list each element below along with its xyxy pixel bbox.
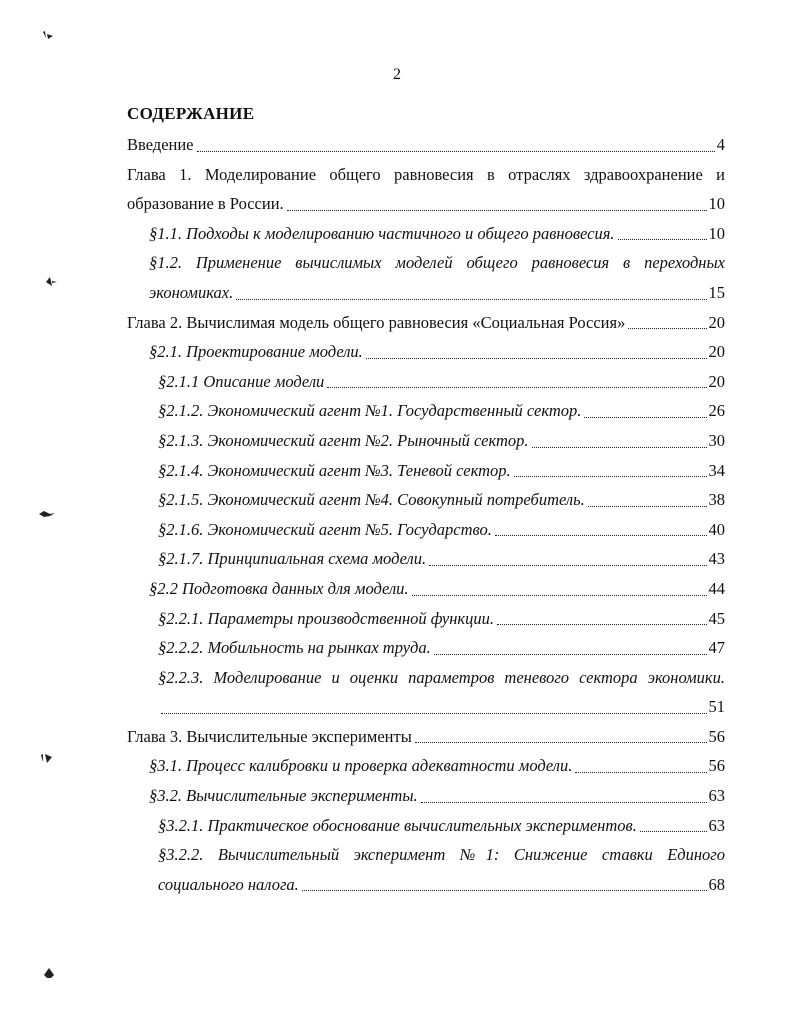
toc-entry-2-2-3-line1: §2.2.3. Моделирование и оценки параметров теневого сектора экономики.	[158, 667, 725, 687]
toc-entry-1-2: экономиках. 15	[127, 278, 725, 308]
leader-dots	[618, 239, 707, 240]
toc-entry-2-2-1: §2.2.1. Параметры производственной функции. 45	[127, 604, 725, 634]
toc-entry-3-2: §3.2. Вычислительные эксперименты. 63	[127, 781, 725, 811]
leader-dots	[287, 210, 707, 211]
toc-entry-chapter-3: Глава 3. Вычислительные эксперименты 56	[127, 722, 725, 752]
toc-entry-3-2-2-line1: §3.2.2. Вычислительный эксперимент №1: Снижение ставки Единого	[158, 845, 725, 865]
scan-mark-icon	[42, 30, 54, 40]
toc-entry-1-1: §1.1. Подходы к моделированию частичного и общего равновесия. 10	[127, 219, 725, 249]
leader-dots	[640, 831, 707, 832]
toc-entry-chapter-1-line1: Глава 1. Моделирование общего равновесия в отраслях здравоохранение и	[127, 164, 725, 184]
leader-dots	[575, 772, 706, 773]
toc-entry-2-1-5: §2.1.5. Экономический агент №4. Совокупный потребитель. 38	[127, 485, 725, 515]
leader-dots	[434, 654, 707, 655]
leader-dots	[495, 535, 707, 536]
leader-dots	[197, 151, 715, 152]
toc-entry-2-2: §2.2 Подготовка данных для модели. 44	[127, 574, 725, 604]
toc-entry-2-1-2: §2.1.2. Экономический агент №1. Государственный сектор. 26	[127, 396, 725, 426]
toc-entry-2-1-4: §2.1.4. Экономический агент №3. Теневой сектор. 34	[127, 456, 725, 486]
leader-dots	[161, 713, 707, 714]
toc-entry-3-2-2: социального налога. 68	[127, 870, 725, 900]
toc-entry-2-1-3: §2.1.3. Экономический агент №2. Рыночный сектор. 30	[127, 426, 725, 456]
toc-title: СОДЕРЖАНИЕ	[127, 104, 255, 123]
table-of-contents	[127, 130, 725, 899]
leader-dots	[588, 506, 707, 507]
leader-dots	[302, 890, 707, 891]
toc-entry-2-1: §2.1. Проектирование модели. 20	[127, 337, 725, 367]
toc-entry-2-2-2: §2.2.2. Мобильность на рынках труда. 47	[127, 633, 725, 663]
leader-dots	[497, 624, 706, 625]
scan-mark-icon	[38, 509, 56, 519]
leader-dots	[366, 358, 707, 359]
leader-dots	[236, 299, 706, 300]
leader-dots	[327, 387, 706, 388]
leader-dots	[412, 595, 707, 596]
toc-entry-2-1-1: §2.1.1 Описание модели 20	[127, 367, 725, 397]
leader-dots	[421, 802, 707, 803]
leader-dots	[415, 742, 707, 743]
toc-entry-chapter-1: образование в России. 10	[127, 189, 725, 219]
scan-mark-icon	[40, 752, 54, 764]
toc-entry-2-1-7: §2.1.7. Принципиальная схема модели. 43	[127, 544, 725, 574]
page-number: 2	[393, 66, 401, 83]
toc-entry-3-1: §3.1. Процесс калибровки и проверка адекватности модели. 56	[127, 751, 725, 781]
scan-mark-icon	[44, 276, 58, 288]
toc-entry-2-2-3: 51	[127, 692, 725, 722]
leader-dots	[532, 447, 707, 448]
toc-entry-chapter-2: Глава 2. Вычислимая модель общего равновесия «Социальная Россия» 20	[127, 308, 725, 338]
leader-dots	[514, 476, 707, 477]
toc-entry-1-2-line1: §1.2. Применение вычислимых моделей общего равновесия в переходных	[149, 253, 725, 273]
toc-entry-introduction: Введение 4	[127, 130, 725, 160]
toc-entry-2-1-6: §2.1.6. Экономический агент №5. Государство. 40	[127, 515, 725, 545]
scan-mark-icon	[42, 967, 56, 979]
leader-dots	[429, 565, 706, 566]
toc-entry-3-2-1: §3.2.1. Практическое обоснование вычислительных экспериментов. 63	[127, 811, 725, 841]
leader-dots	[584, 417, 706, 418]
leader-dots	[628, 328, 706, 329]
